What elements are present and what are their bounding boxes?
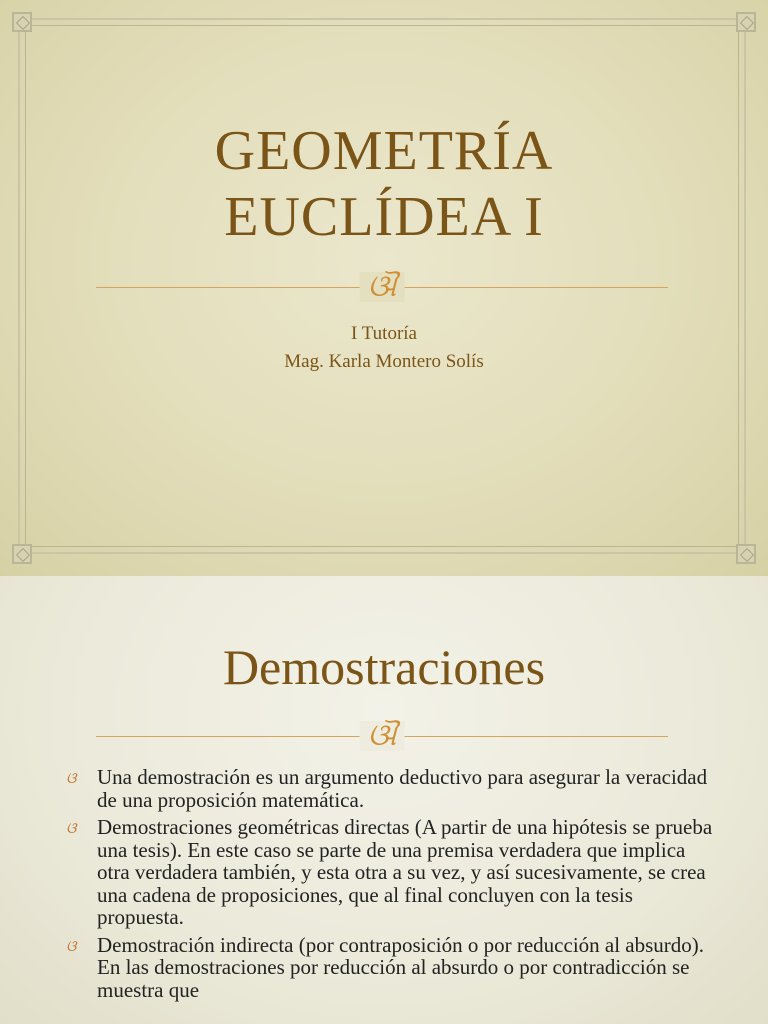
bullet-text: Una demostración es un argumento deductivo para asegurar la veracidad de una proposición matemática. [97, 765, 708, 812]
slide-title: Demostraciones [222, 639, 546, 695]
slide-subtitle [100, 320, 668, 376]
ornament-divider [96, 272, 668, 302]
frame-corner-ornament [12, 544, 32, 564]
flourish-icon: ଔ [360, 272, 405, 302]
slide-title [100, 118, 668, 250]
list-item [66, 816, 716, 929]
frame-corner-ornament [736, 12, 756, 32]
subtitle-line-2: Mag. Karla Montero Solís [284, 351, 484, 372]
bullet-list [66, 766, 716, 1006]
bullet-text: Demostración indirecta (por contraposición o por reducción al absurdo). En las demostraciones por reducción al absurdo o por contradicción se muestra que [97, 932, 705, 1002]
list-item [66, 934, 716, 1002]
title-line-2: EUCLÍDEA I [224, 186, 544, 248]
ornament-divider [96, 721, 668, 751]
frame-corner-ornament [736, 544, 756, 564]
flourish-icon: ଔ [360, 721, 405, 751]
frame-corner-ornament [12, 12, 32, 32]
subtitle-line-1: I Tutoría [351, 323, 417, 344]
list-item [66, 766, 716, 811]
bullet-flourish-icon: ଓ [66, 938, 75, 955]
title-line-1: GEOMETRÍA [214, 120, 554, 182]
bullet-flourish-icon: ଓ [66, 821, 75, 837]
content-slide [0, 576, 768, 1024]
bullet-text: Demostraciones geométricas directas (A partir de una hipótesis se prueba una tesis). En este caso se parte de una premisa verdadera que implica otra verdadera también, y esta otra a su vez, y así sucesivamente, se crea una cadena de proposiciones, que al final concluyen con la tesis propuesta. [97, 815, 713, 929]
bullet-flourish-icon: ଓ [66, 771, 75, 787]
